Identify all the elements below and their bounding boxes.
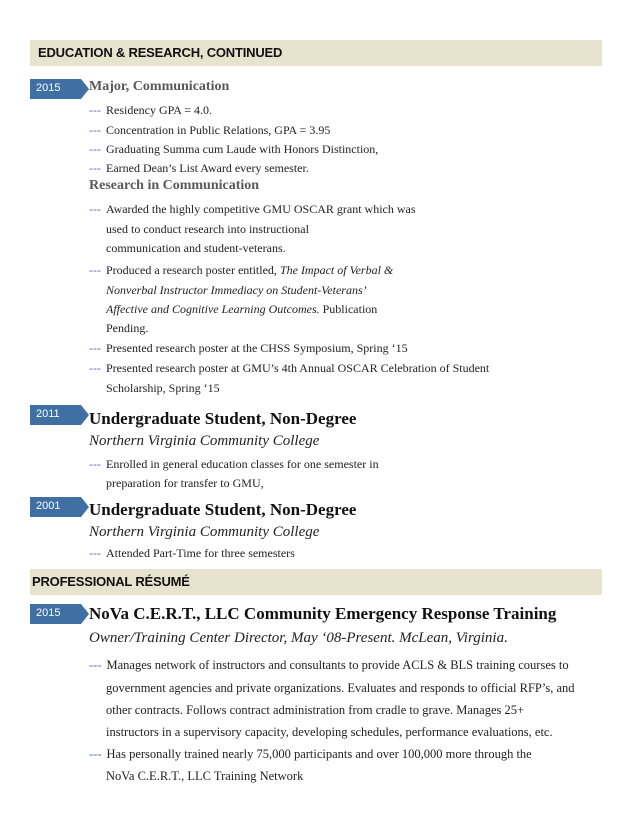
school-name: Northern Virginia Community College <box>89 524 320 540</box>
list-item-continued: Scholarship, Spring ‘15 <box>106 381 220 395</box>
list-item: --- Attended Part-Time for three semesters <box>89 546 295 560</box>
year-label: 2015 <box>36 82 61 94</box>
entry-title: Major, Communication <box>89 79 230 94</box>
list-item: --- Manages network of instructors and consultants to provide ACLS & BLS training courses to <box>89 658 569 672</box>
entry-title: NoVa C.E.R.T., LLC Community Emergency Response Training <box>89 604 557 623</box>
year-label: 2015 <box>36 607 61 619</box>
section-header-professional <box>30 569 602 595</box>
section-header-education <box>30 40 602 66</box>
list-item: --- Presented research poster at the CHSS Symposium, Spring ‘15 <box>89 341 408 355</box>
list-item: --- Awarded the highly competitive GMU OSCAR grant which was <box>89 202 416 216</box>
year-label: 2011 <box>36 408 60 420</box>
entry-title: Undergraduate Student, Non-Degree <box>89 500 357 519</box>
list-item-continued: used to conduct research into instructional <box>106 222 309 236</box>
job-role: Owner/Training Center Director, May ‘08-Present. McLean, Virginia. <box>89 630 508 646</box>
list-item-continued: communication and student-veterans. <box>106 241 286 255</box>
research-title: Research in Communication <box>89 178 260 193</box>
list-item-continued: Nonverbal Instructor Immediacy on Student-Veterans’ <box>106 283 367 297</box>
list-item: --- Graduating Summa cum Laude with Honors Distinction, <box>89 142 379 156</box>
list-item: --- Earned Dean’s List Award every semester. <box>89 161 309 175</box>
list-item: --- Produced a research poster entitled, The Impact of Verbal & <box>89 263 394 277</box>
list-item: --- Residency GPA = 4.0. <box>89 103 212 117</box>
list-item: --- Presented research poster at GMU’s 4th Annual OSCAR Celebration of Student <box>89 361 490 375</box>
section-title: EDUCATION & RESEARCH, CONTINUED <box>38 45 283 60</box>
school-name: Northern Virginia Community College <box>89 433 320 449</box>
list-item-continued: preparation for transfer to GMU, <box>106 476 264 490</box>
list-item-continued: Affective and Cognitive Learning Outcomes. Publication <box>106 302 378 316</box>
year-label: 2001 <box>36 500 61 512</box>
list-item: --- Enrolled in general education classes for one semester in <box>89 457 379 471</box>
list-item-continued: government agencies and private organizations. Evaluates and responds to official RFP’s, and <box>106 681 575 695</box>
list-item: --- Has personally trained nearly 75,000 participants and over 100,000 more through the <box>89 747 532 761</box>
list-item-continued: Pending. <box>106 321 149 335</box>
list-item-continued: NoVa C.E.R.T., LLC Training Network <box>106 769 304 783</box>
list-item-continued: other contracts. Follows contract administration from cradle to grave. Manages 25+ <box>106 703 525 717</box>
section-title: PROFESSIONAL RÉSUMÉ <box>32 574 190 589</box>
list-item: --- Concentration in Public Relations, GPA = 3.95 <box>89 123 331 137</box>
entry-title: Undergraduate Student, Non-Degree <box>89 409 357 428</box>
list-item-continued: instructors in a supervisory capacity, developing schedules, performance evaluations, etc. <box>106 725 553 739</box>
